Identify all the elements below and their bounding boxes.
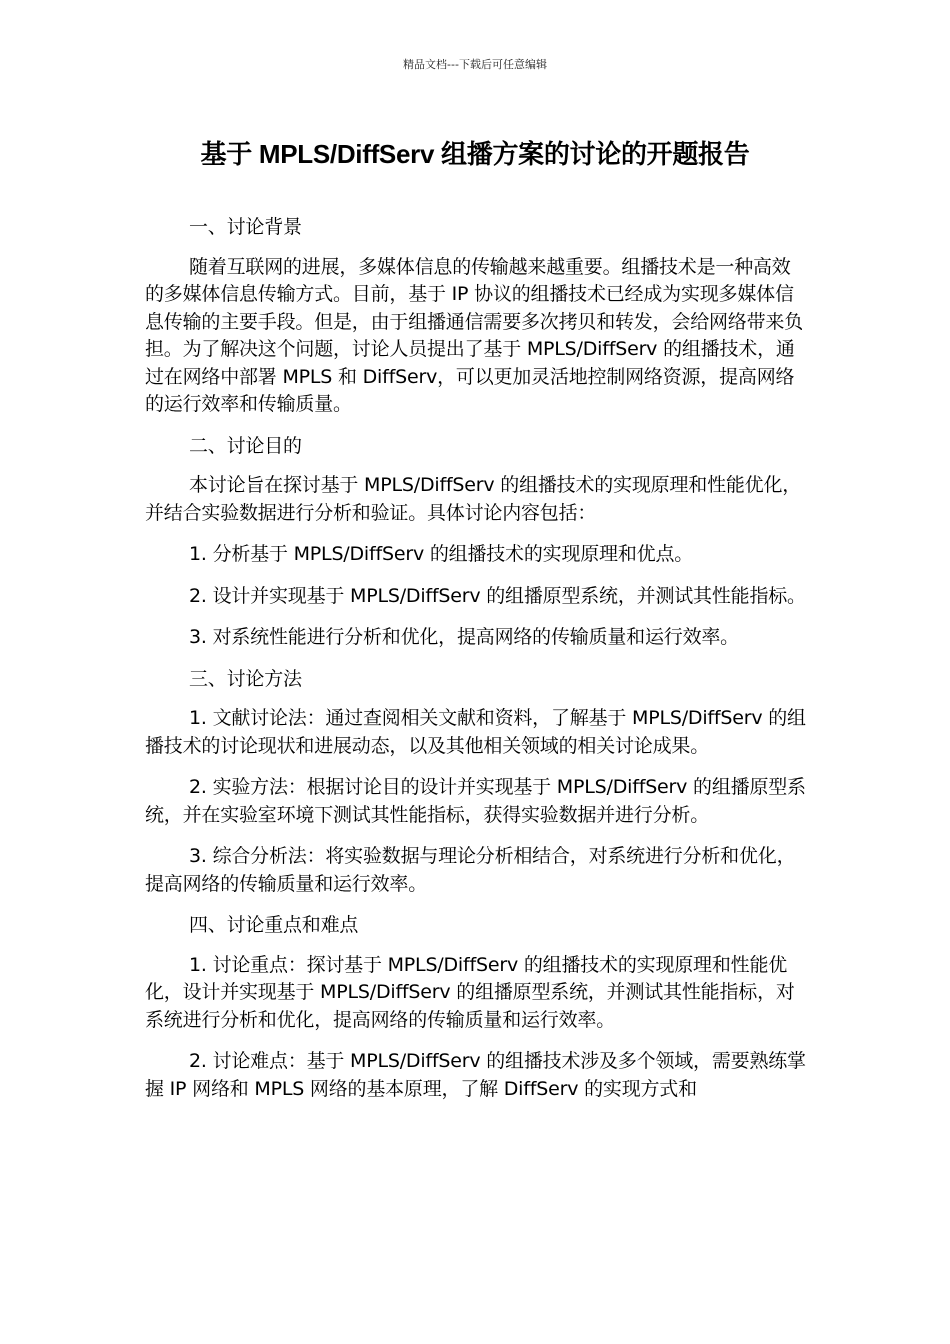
section-heading-methods: 三、讨论方法 — [189, 667, 302, 690]
list-item-key-point-2: 2. 讨论难点：基于 MPLS/DiffServ 的组播技术涉及多个领域，需要熟练掌握 IP 网络和 MPLS 网络的基本原理，了解 DiffServ 的实现方式和 — [145, 1050, 806, 1100]
list-item-purpose-3: 3. 对系统性能进行分析和优化，提高网络的传输质量和运行效率。 — [189, 626, 739, 648]
paragraph-purpose-intro: 本讨论旨在探讨基于 MPLS/DiffServ 的组播技术的实现原理和性能优化，并结合实验数据进行分析和验证。具体讨论内容包括： — [145, 474, 802, 524]
list-item-key-point-1: 1. 讨论重点：探讨基于 MPLS/DiffServ 的组播技术的实现原理和性能优化，设计并实现基于 MPLS/DiffServ 的组播原型系统，并测试其性能指标，对系统进行分析和优化，提高网络的传输质量和运行效率。 — [145, 953, 795, 1031]
section-heading-key-points: 四、讨论重点和难点 — [189, 914, 359, 936]
section-heading-background: 一、讨论背景 — [189, 216, 302, 238]
list-item-purpose-2: 2. 设计并实现基于 MPLS/DiffServ 的组播原型系统，并测试其性能指标。 — [189, 584, 806, 607]
list-item-purpose-1: 1. 分析基于 MPLS/DiffServ 的组播技术的实现原理和优点。 — [189, 543, 694, 565]
document-title: 基于 MPLS/DiffServ 组播方案的讨论的开题报告 — [200, 139, 750, 169]
page-header: 精品文档---下载后可任意编辑 — [403, 58, 547, 71]
list-item-method-3: 3. 综合分析法：将实验数据与理论分析相结合，对系统进行分析和优化，提高网络的传输质量和运行效率。 — [145, 845, 796, 895]
list-item-method-2: 2. 实验方法：根据讨论目的设计并实现基于 MPLS/DiffServ 的组播原型系统，并在实验室环境下测试其性能指标，获得实验数据并进行分析。 — [145, 776, 806, 826]
section-heading-purpose: 二、讨论目的 — [189, 434, 302, 457]
list-item-method-1: 1. 文献讨论法：通过查阅相关文献和资料，了解基于 MPLS/DiffServ 的组播技术的讨论现状和进展动态，以及其他相关领域的相关讨论成果。 — [145, 707, 806, 757]
paragraph-background: 随着互联网的进展，多媒体信息的传输越来越重要。组播技术是一种高效的多媒体信息传输方式。目前，基于 IP 协议的组播技术已经成为实现多媒体信息传输的主要手段。但是，由于组播通信需要多次拷贝和转发，会给网络带来负担。为了解决这个问题，讨论人员提出了基于 MPLS/DiffServ 的组播技术，通过在网络中部署 MPLS 和 DiffServ，可以更加灵活地控制网络资源，提高网络的运行效率和传输质量。 — [145, 255, 804, 415]
document-body — [145, 214, 807, 1117]
